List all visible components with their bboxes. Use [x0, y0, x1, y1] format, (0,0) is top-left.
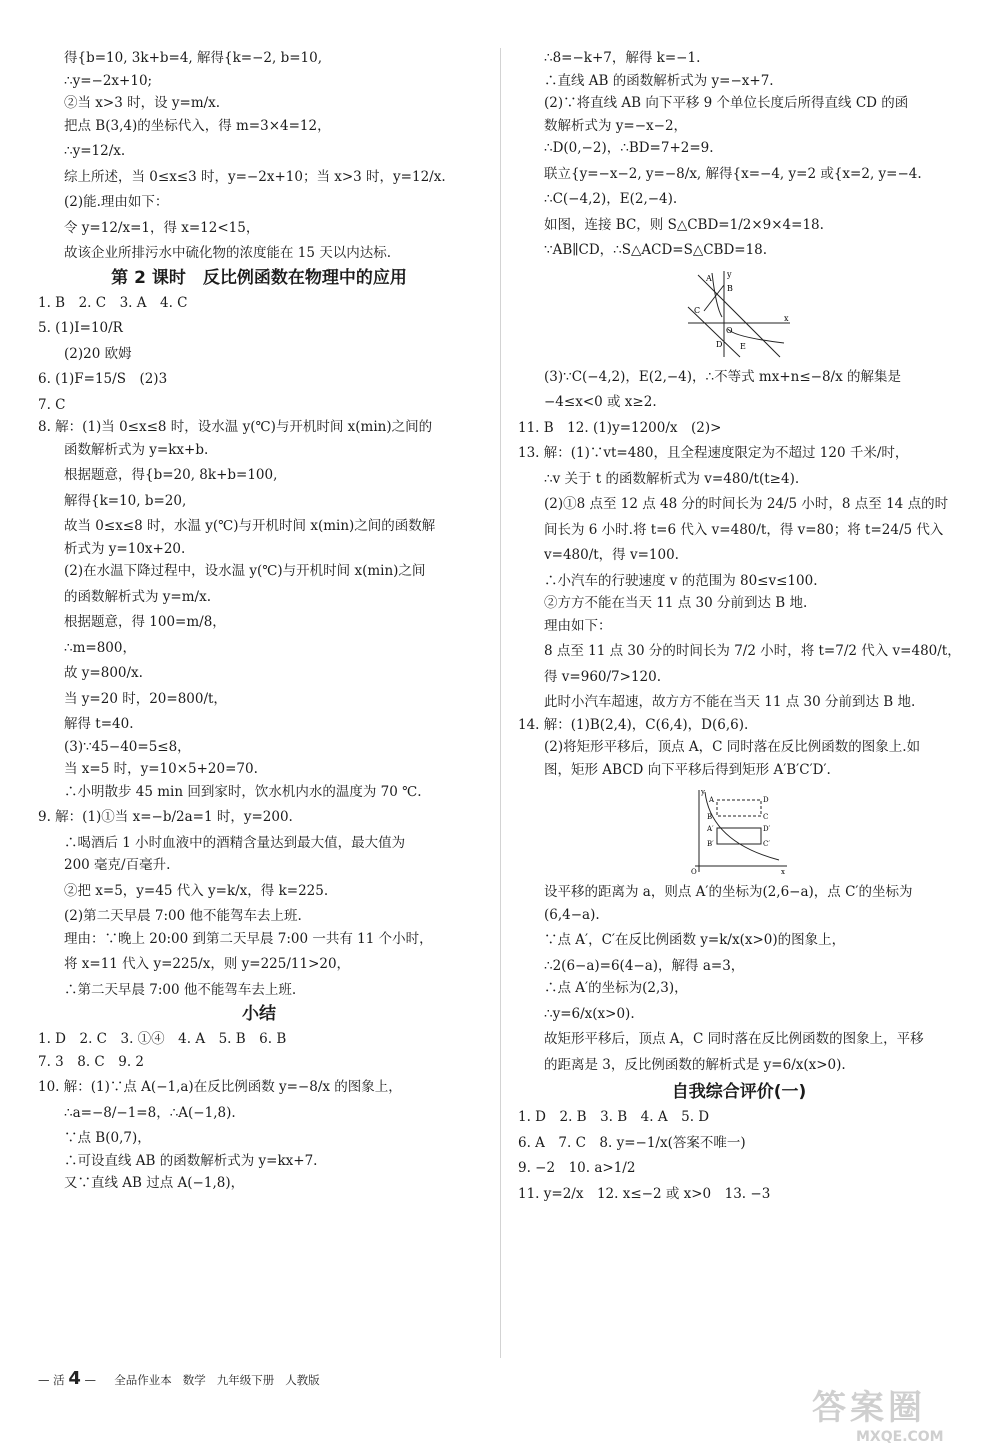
- hyperbola-branch: [728, 329, 784, 343]
- rectangle-abcd: [717, 800, 761, 816]
- text-line: 如图，连接 BC，则 S△CBD=1/2×9×4=18.: [544, 216, 824, 233]
- text-line: 9. −2 10. a>1/2: [518, 1160, 636, 1176]
- point-label: A′: [707, 825, 714, 833]
- axis-label: x: [784, 313, 789, 323]
- point-label: D′: [763, 825, 771, 833]
- figure-line-hyperbola: [684, 267, 794, 359]
- footer-dash: —: [38, 1373, 50, 1387]
- text-line: 得{b=10, 3k+b=4, 解得{k=−2, b=10,: [64, 50, 322, 66]
- axis-label: y: [727, 269, 732, 279]
- text-line: 10. 解：(1)∵点 A(−1,a)在反比例函数 y=−8/x 的图象上，: [38, 1079, 402, 1095]
- text-line: ∵AB∥CD，∴S△ACD=S△CBD=18.: [544, 242, 768, 258]
- point-label: D: [716, 339, 723, 349]
- text-line: 图，矩形 ABCD 向下平移后得到矩形 A′B′C′D′.: [544, 761, 831, 778]
- text-line: 将 x=11 代入 y=225/x，则 y=225/11>20，: [64, 956, 351, 972]
- origin-label: O: [726, 325, 733, 335]
- text-line: 数解析式为 y=−x−2，: [544, 117, 688, 134]
- text-line: 200 毫克/百毫升.: [64, 857, 171, 873]
- text-line: 令 y=12/x=1，得 x=12<15，: [64, 219, 260, 236]
- text-line: ∴y=−2x+10;: [64, 72, 153, 89]
- text-line: 11. B 12. (1)y=1200/x (2)>: [518, 419, 722, 436]
- text-line: 联立{y=−x−2, y=−8/x, 解得{x=−4, y=2 或{x=2, y=−4.: [544, 165, 922, 182]
- text-line: 当 x=5 时，y=10×5+20=70.: [64, 761, 258, 777]
- text-line: 故当 0≤x≤8 时，水温 y(℃)与开机时间 x(min)之间的函数解: [64, 518, 436, 534]
- text-line: ∴C(−4,2)，E(2,−4).: [544, 191, 678, 207]
- text-line: 根据题意，得{b=20, 8k+b=100,: [64, 467, 278, 483]
- text-line: ∴第二天早晨 7:00 他不能驾车去上班.: [64, 981, 297, 998]
- text-line: ②方方不能在当天 11 点 30 分前到达 B 地.: [544, 595, 808, 611]
- text-line: 又∵直线 AB 过点 A(−1,8)，: [64, 1175, 245, 1191]
- text-line: v=480/t，得 v=100.: [544, 547, 679, 563]
- text-line: 14. 解：(1)B(2,4)，C(6,4)，D(6,6).: [518, 716, 749, 733]
- text-line: ∴直线 AB 的函数解析式为 y=−x+7.: [544, 72, 774, 89]
- text-line: 的距离是 3，反比例函数的解析式是 y=6/x(x>0).: [544, 1056, 846, 1073]
- text-line: (2)①8 点至 12 点 48 分的时间长为 24/5 小时，8 点至 14 点的时: [544, 496, 949, 512]
- text-line: 理由：∵晚上 20:00 到第二天早晨 7:00 一共有 11 个小时，: [64, 930, 433, 947]
- rectangle-a-prime: [717, 828, 761, 844]
- text-line: 理由如下：: [544, 617, 612, 634]
- text-line: 7. 3 8. C 9. 2: [38, 1053, 145, 1070]
- section-heading: 小结: [242, 1004, 276, 1024]
- text-line: 析式为 y=10x+20.: [64, 540, 186, 557]
- text-line: 13. 解：(1)∵vt=480，且全程速度限定为不超过 120 千米/时，: [518, 445, 909, 461]
- text-line: (2)∵将直线 AB 向下平移 9 个单位长度后所得直线 CD 的函: [544, 95, 909, 111]
- text-line: ∴a=−8/−1=8，∴A(−1,8).: [64, 1104, 236, 1121]
- text-line: (2)将矩形平移后，顶点 A，C 同时落在反比例函数的图象上.如: [544, 739, 921, 755]
- text-line: 故 y=800/x.: [64, 665, 143, 681]
- text-line: ∴小明散步 45 min 回到家时，饮水机内水的温度为 70 ℃.: [64, 783, 422, 800]
- text-line: ②当 x>3 时，设 y=m/x.: [64, 95, 221, 111]
- axis-label: x: [781, 868, 785, 876]
- text-line: 1. D 2. C 3. ①④ 4. A 5. B 6. B: [38, 1031, 287, 1047]
- text-line: ∴D(0,−2)，∴BD=7+2=9.: [544, 140, 714, 156]
- footer-dash: —: [84, 1373, 96, 1387]
- text-line: 6. (1)F=15/S (2)3: [38, 371, 168, 387]
- point-label: A: [706, 273, 712, 283]
- text-line: 解得{k=10, b=20,: [64, 492, 187, 509]
- watermark-url: MXQE.COM: [856, 1429, 944, 1445]
- text-line: 当 y=20 时，20=800/t，: [64, 690, 227, 707]
- text-line: (2)能.理由如下：: [64, 194, 169, 210]
- text-line: ②把 x=5，y=45 代入 y=k/x，得 k=225.: [64, 882, 329, 899]
- text-line: 间长为 6 小时.将 t=6 代入 v=480/t，得 v=80；将 t=24/5 代入: [544, 521, 944, 538]
- left-column: [38, 52, 480, 1200]
- point-label: C: [763, 813, 769, 821]
- text-line: ∴点 A′的坐标为(2,3)，: [544, 980, 688, 996]
- text-line: 故矩形平移后，顶点 A，C 同时落在反比例函数的图象上，平移: [544, 1031, 924, 1047]
- text-line: 综上所述，当 0≤x≤3 时，y=−2x+10；当 x>3 时，y=12/x.: [64, 168, 446, 185]
- point-label: A: [709, 796, 715, 804]
- text-line: 8. 解：(1)当 0≤x≤8 时，设水温 y(℃)与开机时间 x(min)之间的: [38, 419, 433, 435]
- right-column: [518, 52, 960, 1213]
- point-label: B: [727, 283, 733, 293]
- text-line: ∴可设直线 AB 的函数解析式为 y=kx+7.: [64, 1152, 318, 1169]
- text-line: 解得 t=40.: [64, 716, 134, 732]
- text-line: 设平移的距离为 a，则点 A′的坐标为(2,6−a)，点 C′的坐标为: [544, 884, 913, 900]
- text-line: (2)20 欧姆: [64, 345, 132, 362]
- text-line: (3)∵C(−4,2)，E(2,−4)，∴不等式 mx+n≤−8/x 的解集是: [544, 368, 901, 385]
- point-label: B′: [707, 840, 714, 848]
- text-line: 6. A 7. C 8. y=−1/x(答案不唯一): [518, 1134, 746, 1151]
- footer-subject: 活: [53, 1373, 65, 1387]
- text-line: 9. 解：(1)①当 x=−b/2a=1 时，y=200.: [38, 809, 293, 825]
- text-line: 7. C: [38, 396, 66, 413]
- text-line: 5. (1)I=10/R: [38, 320, 123, 336]
- text-line: 此时小汽车超速，故方方不能在当天 11 点 30 分前到达 B 地.: [544, 694, 916, 710]
- book-title: 全品作业本: [114, 1373, 172, 1387]
- column-divider: [500, 48, 501, 1358]
- text-line: ∵点 A′，C′在反比例函数 y=k/x(x>0)的图象上，: [544, 932, 846, 948]
- text-line: −4≤x<0 或 x≥2.: [544, 394, 657, 410]
- text-line: 11. y=2/x 12. x≤−2 或 x>0 13. −3: [518, 1185, 771, 1202]
- point-label: B: [707, 813, 713, 821]
- text-line: ∴喝酒后 1 小时血液中的酒精含量达到最大值，最大值为: [64, 834, 406, 851]
- watermark-text: 答案圈: [812, 1388, 926, 1428]
- text-line: 故该企业所排污水中硫化物的浓度能在 15 天以内达标.: [64, 245, 392, 261]
- text-line: 根据题意，得 100=m/8，: [64, 614, 226, 630]
- text-line: ∴y=12/x.: [64, 143, 126, 159]
- text-line: 得 v=960/7>120.: [544, 668, 662, 685]
- text-line: 函数解析式为 y=kx+b.: [64, 441, 209, 458]
- point-label: C′: [763, 840, 770, 848]
- text-line: 1. B 2. C 3. A 4. C: [38, 294, 188, 311]
- hyperbola-branch: [712, 273, 722, 317]
- origin-label: O: [691, 868, 697, 876]
- text-line: ∴m=800，: [64, 639, 136, 656]
- page-footer: [38, 1368, 320, 1389]
- text-line: ∴2(6−a)=6(4−a)，解得 a=3，: [544, 957, 745, 974]
- section-heading: 第 2 课时 反比例函数在物理中的应用: [111, 267, 407, 288]
- watermark-logo: [812, 1380, 944, 1445]
- text-line: (3)∵45−40=5≤8，: [64, 738, 191, 755]
- text-line: ∴小汽车的行驶速度 v 的范围为 80≤v≤100.: [544, 572, 818, 589]
- text-line: (6,4−a).: [544, 906, 600, 923]
- text-line: ∴v 关于 t 的函数解析式为 v=480/t(t≥4).: [544, 470, 800, 487]
- text-line: 8 点至 11 点 30 分的时间长为 7/2 小时，将 t=7/2 代入 v=480/t，: [544, 643, 961, 659]
- text-line: (2)第二天早晨 7:00 他不能驾车去上班.: [64, 908, 302, 924]
- text-line: 的函数解析式为 y=m/x.: [64, 588, 211, 605]
- point-label: C: [694, 305, 701, 315]
- line-ab: [698, 275, 780, 357]
- text-line: 把点 B(3,4)的坐标代入，得 m=3×4=12，: [64, 117, 331, 134]
- text-line: ∵点 B(0,7)，: [64, 1130, 151, 1146]
- course-name: 数学: [182, 1373, 206, 1387]
- page-number: 4: [68, 1368, 81, 1389]
- point-label: D: [763, 796, 769, 804]
- text-line: ∴8=−k+7，解得 k=−1.: [544, 50, 701, 66]
- grade-name: 九年级下册: [216, 1373, 275, 1387]
- section-heading: 自我综合评价(一): [671, 1082, 807, 1102]
- text-line: (2)在水温下降过程中，设水温 y(℃)与开机时间 x(min)之间: [64, 563, 426, 579]
- text-line: ∴y=6/x(x>0).: [544, 1005, 635, 1022]
- figure-rectangle-translation: [689, 786, 789, 876]
- text-line: 1. D 2. B 3. B 4. A 5. D: [518, 1109, 710, 1125]
- axis-label: y: [701, 788, 705, 796]
- point-label: E: [740, 341, 746, 351]
- edition-name: 人教版: [285, 1373, 320, 1387]
